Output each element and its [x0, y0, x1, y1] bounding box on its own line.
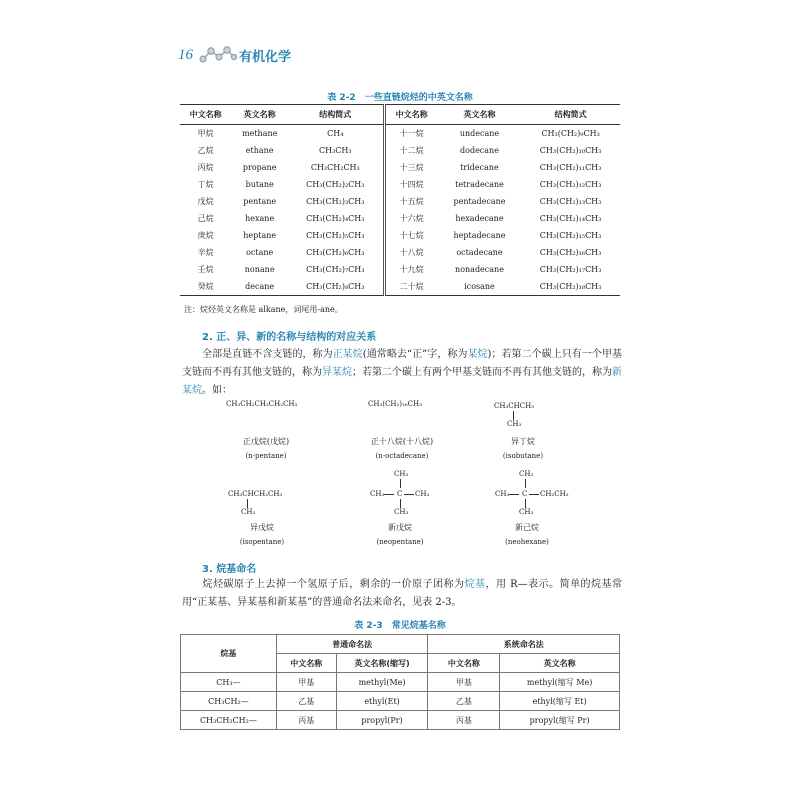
table-cell: hexane — [245, 214, 275, 223]
table-cell: 十三烷 — [384, 159, 438, 176]
table-cell: CH₃(CH₂)₁₆CH₃ — [539, 248, 602, 257]
table-row — [180, 159, 620, 176]
neopentane-left-methyl: CH₃ — [370, 490, 385, 498]
table-row — [180, 278, 620, 296]
table-cell: methyl(Me) — [336, 673, 428, 692]
bond-line — [529, 494, 539, 495]
column-header: 烷基 — [181, 635, 277, 673]
isopentane-name: 异戊烷 — [250, 523, 274, 532]
table-cell: CH₄ — [327, 129, 344, 138]
table-cell: 甲基 — [428, 673, 500, 692]
table-cell: 丙烷 — [197, 163, 214, 172]
section-3-title: 3. 烷基命名 — [202, 564, 257, 575]
bond-line — [525, 499, 526, 508]
table-row — [180, 176, 620, 193]
neohexane-central-carbon: C — [522, 490, 528, 498]
table-cell: tridecane — [460, 163, 499, 172]
neohexane-right-group: CH₂CH₃ — [540, 490, 569, 498]
table-cell: methane — [242, 129, 278, 138]
column-group-header: 系统命名法 — [428, 635, 620, 654]
table-cell: decane — [245, 282, 275, 291]
table-cell: 丙基 — [276, 711, 336, 730]
highlight-term: 某烷 — [467, 349, 488, 360]
section-2-title: 2. 正、异、新的名称与结构的对应关系 — [202, 332, 377, 343]
table-2-2-caption: 表 2-2 一些直链烷烃的中英文名称 — [327, 93, 473, 103]
table-cell: CH₃(CH₂)₁₂CH₃ — [539, 180, 602, 189]
table-cell: CH₃(CH₂)₄CH₃ — [306, 214, 365, 223]
table-header-row — [181, 635, 620, 654]
table-cell: octadecane — [456, 248, 503, 257]
table-cell: 丙基 — [428, 711, 500, 730]
table-cell: 癸烷 — [197, 282, 214, 291]
table-row — [180, 261, 620, 278]
table-cell: propyl(缩写 Pr) — [500, 711, 620, 730]
bond-line — [513, 411, 514, 420]
column-header: 结构简式 — [288, 105, 384, 125]
table-cell: CH₃CH₃ — [318, 146, 352, 155]
table-row — [180, 193, 620, 210]
table-cell: 辛烷 — [197, 248, 214, 257]
section-3-paragraph: 烷烃碳原子上去掉一个氢原子后，剩余的一价原子团称为烷基，用 R—表示。简单的烷基常用“正某基、异某基和新某基”的普通命名法来命名，见表 2-3。 — [182, 579, 623, 608]
table-cell: CH₃(CH₂)₂CH₃ — [306, 180, 365, 189]
table-row — [180, 210, 620, 227]
column-group-header: 普通命名法 — [276, 635, 428, 654]
table-cell: CH₃(CH₂)₆CH₃ — [306, 248, 365, 257]
column-header: 英文名称(缩写) — [336, 654, 428, 673]
table-cell: 戊烷 — [197, 197, 214, 206]
table-cell: icosane — [464, 282, 495, 291]
isobutane-formula: CH₃CHCH₃ — [494, 402, 534, 410]
table-cell: pentadecane — [453, 197, 506, 206]
n-octadecane-formula: CH₃(CH₂)₁₆CH₃ — [368, 400, 422, 408]
table-cell: 十二烷 — [384, 142, 438, 159]
highlight-term: 烷基 — [464, 579, 486, 590]
table-header-row — [180, 105, 620, 125]
neohexane-top-methyl: CH₃ — [519, 470, 534, 478]
section-2-paragraph: 全部是直链不含支链的，称为正某烷(通常略去“正”字，称为某烷)；若第二个碳上只有一个甲基支链而不再有其他支链的，称为异某烷；若第二个碳上有两个甲基支链而不再有其他支链的，称为新某烷。如： — [182, 349, 622, 396]
table-cell: CH₃(CH₂)₁₄CH₃ — [539, 214, 602, 223]
molecule-logo-icon — [199, 45, 237, 65]
table-cell: 十五烷 — [384, 193, 438, 210]
table-cell: 庚烷 — [197, 231, 214, 240]
table-cell: CH₃CH₂CH₃ — [310, 163, 360, 172]
table-cell: CH₃(CH₂)₁₅CH₃ — [539, 231, 602, 240]
table-cell: 十八烷 — [384, 244, 438, 261]
table-cell: CH₃— — [181, 673, 277, 692]
table-cell: 十一烷 — [384, 125, 438, 143]
table-cell: CH₃(CH₂)₁₃CH₃ — [539, 197, 602, 206]
neopentane-right-methyl: CH₃ — [415, 490, 430, 498]
table-cell: ethyl(Et) — [336, 692, 428, 711]
table-cell: pentane — [243, 197, 277, 206]
table-cell: nonadecane — [455, 265, 504, 274]
alkyl-names-table — [180, 634, 620, 730]
table-cell: CH₃(CH₂)₅CH₃ — [306, 231, 365, 240]
book-title: 有机化学 — [239, 49, 292, 65]
table-cell: 乙基 — [276, 692, 336, 711]
table-cell: 丁烷 — [197, 180, 214, 189]
table-cell: CH₃(CH₂)₁₈CH₃ — [539, 282, 602, 291]
bond-line — [400, 479, 401, 488]
page-header — [178, 44, 291, 66]
neohexane-en: (neohexane) — [505, 538, 549, 546]
table-note: 注：烷烃英文名称是 alkane，词尾用-ane。 — [184, 305, 343, 314]
isobutane-branch: CH₃ — [507, 420, 522, 428]
bond-line — [384, 494, 394, 495]
isobutane-en: (isobutane) — [502, 452, 544, 460]
table-cell: CH₃CH₂— — [181, 692, 277, 711]
neohexane-bottom-methyl: CH₃ — [519, 508, 534, 516]
table-cell: CH₃(CH₂)₃CH₃ — [306, 197, 365, 206]
table-cell: ethane — [245, 146, 274, 155]
neopentane-en: (neopentane) — [376, 538, 424, 546]
table-cell: 甲烷 — [197, 129, 214, 138]
table-cell: heptadecane — [453, 231, 506, 240]
column-header: 结构简式 — [521, 105, 620, 125]
table-row — [181, 673, 620, 692]
neopentane-name: 新戊烷 — [388, 523, 412, 532]
bond-line — [247, 499, 248, 508]
table-cell: propane — [242, 163, 277, 172]
neopentane-central-carbon: C — [397, 490, 403, 498]
n-pentane-en: (n-pentane) — [245, 452, 287, 460]
table-cell: 二十烷 — [384, 278, 438, 296]
column-header: 英文名称 — [500, 654, 620, 673]
table-row — [181, 692, 620, 711]
isopentane-formula: CH₃CHCH₂CH₃ — [228, 490, 283, 498]
n-octadecane-name: 正十八烷(十八烷) — [370, 437, 434, 446]
highlight-term: 异某烷 — [322, 367, 352, 378]
table-cell: 乙烷 — [197, 146, 214, 155]
table-cell: 十六烷 — [384, 210, 438, 227]
table-cell: CH₃CH₂CH₂— — [181, 711, 277, 730]
highlight-term: 正某烷 — [332, 349, 363, 360]
table-cell: CH₃(CH₂)₇CH₃ — [306, 265, 365, 274]
table-cell: CH₃(CH₂)₈CH₃ — [306, 282, 365, 291]
neopentane-top-methyl: CH₃ — [394, 470, 409, 478]
table-cell: octane — [246, 248, 274, 257]
column-header: 英文名称 — [438, 105, 521, 125]
page-number: 16 — [178, 46, 193, 63]
table-cell: undecane — [459, 129, 500, 138]
column-header: 英文名称 — [231, 105, 288, 125]
column-header: 中文名称 — [180, 105, 231, 125]
column-header: 中文名称 — [384, 105, 438, 125]
column-header: 中文名称 — [428, 654, 500, 673]
bond-line — [400, 499, 401, 508]
table-cell: ethyl(缩写 Et) — [500, 692, 620, 711]
neopentane-bottom-methyl: CH₃ — [394, 508, 409, 516]
table-cell: CH₃(CH₂)₁₁CH₃ — [539, 163, 602, 172]
table-cell: tetradecane — [455, 180, 504, 189]
neohexane-left-methyl: CH₃ — [495, 490, 510, 498]
table-row — [181, 711, 620, 730]
bond-line — [404, 494, 414, 495]
table-cell: 乙基 — [428, 692, 500, 711]
table-cell: 甲基 — [276, 673, 336, 692]
column-header: 中文名称 — [276, 654, 336, 673]
table-cell: CH₃(CH₂)₁₇CH₃ — [539, 265, 602, 274]
table-row — [180, 244, 620, 261]
table-cell: nonane — [244, 265, 275, 274]
table-row — [180, 142, 620, 159]
table-cell: 壬烷 — [197, 265, 214, 274]
n-octadecane-en: (n-octadecane) — [375, 452, 429, 460]
isopentane-branch: CH₃ — [241, 508, 256, 516]
alkane-names-table — [180, 104, 620, 296]
table-cell: hexadecane — [455, 214, 504, 223]
table-cell: heptane — [243, 231, 277, 240]
neohexane-name: 新己烷 — [515, 523, 539, 532]
table-cell: 己烷 — [197, 214, 214, 223]
n-pentane-formula: CH₃CH₂CH₂CH₂CH₃ — [226, 400, 298, 408]
table-cell: CH₃(CH₂)₉CH₃ — [541, 129, 600, 138]
table-cell: dodecane — [460, 146, 499, 155]
table-cell: butane — [245, 180, 274, 189]
highlight-term: 新某烷 — [182, 367, 622, 396]
bond-line — [509, 494, 519, 495]
bond-line — [525, 479, 526, 488]
isopentane-en: (isopentane) — [239, 538, 285, 546]
table-2-3-caption: 表 2-3 常见烷基名称 — [354, 621, 446, 631]
table-cell: methyl(缩写 Me) — [500, 673, 620, 692]
table-cell: 十四烷 — [384, 176, 438, 193]
table-cell: propyl(Pr) — [336, 711, 428, 730]
table-cell: 十七烷 — [384, 227, 438, 244]
table-row — [180, 125, 620, 143]
table-cell: 十九烷 — [384, 261, 438, 278]
n-pentane-name: 正戊烷(戊烷) — [242, 437, 290, 446]
table-cell: CH₃(CH₂)₁₀CH₃ — [539, 146, 602, 155]
table-row — [180, 227, 620, 244]
isobutane-name: 异丁烷 — [511, 437, 535, 446]
